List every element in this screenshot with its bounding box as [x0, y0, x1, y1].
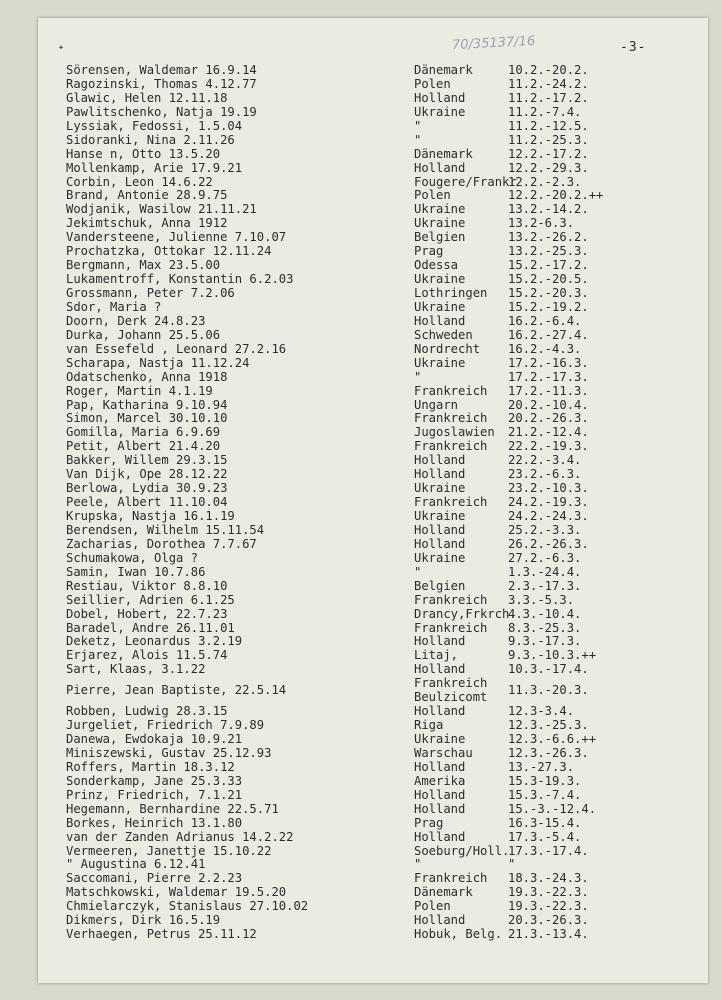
stay-dates: 17.2.-17.3.: [508, 369, 589, 384]
list-item: [66, 259, 666, 273]
origin-place: Frankreich: [414, 439, 488, 454]
stay-dates: 23.2.-10.3.: [508, 481, 589, 496]
list-item: [66, 301, 666, 315]
person-name-birthdate: Simon, Marcel 30.10.10: [66, 411, 228, 426]
person-name-birthdate: Sidoranki, Nina 2.11.26: [66, 132, 235, 147]
stay-dates: ": [508, 857, 516, 872]
list-item: [66, 454, 666, 468]
list-item: [66, 775, 666, 789]
person-name-birthdate: Saccomani, Pierre 2.2.23: [66, 871, 243, 886]
stay-dates: 11.2.-17.2.: [508, 90, 589, 105]
stay-dates: 1.3.-24.4.: [508, 564, 582, 579]
origin-place: Holland: [414, 913, 466, 928]
list-item: [66, 440, 666, 454]
stay-dates: 21.2.-12.4.: [508, 425, 589, 440]
stay-dates: 15.2.-20.5.: [508, 272, 589, 287]
list-item: [66, 426, 666, 440]
person-name-birthdate: Miniszewski, Gustav 25.12.93: [66, 745, 272, 760]
origin-place: Holland: [414, 90, 466, 105]
list-item: [66, 761, 666, 775]
person-name-birthdate: Glawic, Helen 12.11.18: [66, 90, 228, 105]
stay-dates: 17.2.-11.3.: [508, 383, 589, 398]
stay-dates: 10.3.-17.4.: [508, 662, 589, 677]
person-name-birthdate: Vandersteene, Julienne 7.10.07: [66, 230, 287, 245]
stay-dates: 12.3-3.4.: [508, 704, 575, 719]
stay-dates: 24.2.-24.3.: [508, 509, 589, 523]
list-item: [66, 524, 666, 538]
stay-dates: 21.3.-13.4.: [508, 927, 589, 942]
origin-place: Drancy,Frkrch.: [414, 606, 517, 621]
person-name-birthdate: Odatschenko, Anna 1918: [66, 369, 228, 384]
origin-place: Holland: [414, 522, 466, 537]
person-name-birthdate: Samin, Iwan 10.7.86: [66, 564, 206, 579]
person-name-birthdate: Dobel, Hobert, 22.7.23: [66, 606, 228, 621]
stay-dates: 17.2.-16.3.: [508, 355, 589, 370]
origin-place: Holland: [414, 801, 466, 816]
person-name-birthdate: Van Dijk, Ope 28.12.22: [66, 467, 228, 482]
stay-dates: 20.2.-26.3.: [508, 411, 589, 426]
list-item: [66, 217, 666, 231]
list-item: [66, 886, 666, 900]
stay-dates: 19.3.-22.3.: [508, 899, 589, 914]
stay-dates: 3.3.-5.3.: [508, 592, 575, 607]
stay-dates: 15.-3.-12.4.: [508, 801, 597, 816]
person-name-birthdate: Pap, Katharina 9.10.94: [66, 397, 228, 412]
stay-dates: 12.2.-17.2.: [508, 146, 589, 161]
stay-dates: 16.2.-4.3.: [508, 341, 582, 356]
person-name-birthdate: Berlowa, Lydia 30.9.23: [66, 481, 228, 496]
origin-place: Soeburg/Holl.: [414, 843, 510, 858]
person-name-birthdate: Jekimtschuk, Anna 1912: [66, 216, 228, 231]
list-item: [66, 622, 666, 636]
stay-dates: 12.3.-6.6.++: [508, 732, 597, 747]
person-name-birthdate: Bakker, Willem 29.3.15: [66, 453, 228, 468]
origin-place: ": [414, 857, 422, 872]
register-list: [66, 64, 666, 942]
list-item: [66, 92, 666, 106]
list-item: [66, 817, 666, 831]
person-name-birthdate: Baradel, Andre 26.11.01: [66, 620, 235, 635]
person-name-birthdate: Bergmann, Max 23.5.00: [66, 258, 221, 273]
person-name-birthdate: Corbin, Leon 14.6.22: [66, 174, 213, 189]
stay-dates: 11.2.-12.5.: [508, 118, 589, 133]
list-item: [66, 496, 666, 510]
origin-place: Prag: [414, 244, 444, 259]
origin-place: ": [414, 564, 422, 579]
list-item: [66, 831, 666, 845]
stay-dates: 22.2.-19.3.: [508, 439, 589, 454]
person-name-birthdate: Lukamentroff, Konstantin 6.2.03: [66, 272, 294, 287]
origin-place: Holland: [414, 453, 466, 468]
origin-place: ": [414, 369, 422, 384]
list-item: [66, 928, 666, 942]
person-name-birthdate: van Essefeld , Leonard 27.2.16: [66, 341, 287, 356]
origin-place: Polen: [414, 188, 451, 203]
person-name-birthdate: Schumakowa, Olga ?: [66, 550, 199, 565]
stay-dates: 9.3.-17.3.: [508, 634, 582, 649]
origin-place: Frankreich Beulzicomt: [414, 676, 488, 705]
origin-place: Holland: [414, 536, 466, 551]
list-item: [66, 594, 666, 608]
stay-dates: 15.2.-20.3.: [508, 286, 589, 300]
origin-place: Belgien: [414, 230, 466, 245]
origin-place: Polen: [414, 899, 451, 914]
origin-place: Ukraine: [414, 550, 466, 565]
stay-dates: 15.3.-7.4.: [508, 787, 582, 802]
stay-dates: 17.3.-5.4.: [508, 829, 582, 844]
list-item: [66, 329, 666, 343]
origin-place: Polen: [414, 76, 451, 91]
origin-place: Ukraine: [414, 299, 466, 314]
list-item: [66, 608, 666, 622]
origin-place: Dänemark: [414, 146, 473, 161]
stay-dates: 11.3.-20.3.: [508, 683, 589, 698]
stay-dates: 9.3.-10.3.++: [508, 648, 597, 663]
person-name-birthdate: Grossmann, Peter 7.2.06: [66, 286, 235, 300]
person-name-birthdate: Matschkowski, Waldemar 19.5.20: [66, 885, 287, 900]
stay-dates: 20.2.-10.4.: [508, 397, 589, 412]
list-item: [66, 287, 666, 301]
person-name-birthdate: Restiau, Viktor 8.8.10: [66, 578, 228, 593]
punch-mark: ✦: [58, 42, 65, 53]
list-item: [66, 789, 666, 803]
origin-place: Ukraine: [414, 202, 466, 217]
list-item: [66, 914, 666, 928]
origin-place: Ukraine: [414, 509, 466, 523]
list-item: [66, 482, 666, 496]
origin-place: Jugoslawien: [414, 425, 495, 440]
stay-dates: 16.2.-6.4.: [508, 313, 582, 328]
stay-dates: 25.2.-3.3.: [508, 522, 582, 537]
origin-place: Holland: [414, 759, 466, 774]
stay-dates: 15.3-19.3.: [508, 773, 582, 788]
origin-place: Frankreich: [414, 592, 488, 607]
person-name-birthdate: Deketz, Leonardus 3.2.19: [66, 634, 243, 649]
person-name-birthdate: van der Zanden Adrianus 14.2.22: [66, 829, 294, 844]
stay-dates: 13.-27.3.: [508, 759, 575, 774]
list-item: [66, 385, 666, 399]
person-name-birthdate: Wodjanik, Wasilow 21.11.21: [66, 202, 257, 217]
person-name-birthdate: Lyssiak, Fedossi, 1.5.04: [66, 118, 243, 133]
origin-place: Dänemark: [414, 885, 473, 900]
list-item: [66, 134, 666, 148]
person-name-birthdate: Sörensen, Waldemar 16.9.14: [66, 63, 257, 77]
stay-dates: 15.2.-17.2.: [508, 258, 589, 273]
stay-dates: 18.3.-24.3.: [508, 871, 589, 886]
person-name-birthdate: Hanse n, Otto 13.5.20: [66, 146, 221, 161]
stay-dates: 10.2.-20.2.: [508, 63, 589, 77]
list-item: [66, 552, 666, 566]
origin-place: Frankreich: [414, 383, 488, 398]
list-item: [66, 273, 666, 287]
list-item: [66, 245, 666, 259]
origin-place: ": [414, 132, 422, 147]
person-name-birthdate: Krupska, Nastja 16.1.19: [66, 509, 235, 523]
person-name-birthdate: Doorn, Derk 24.8.23: [66, 313, 206, 328]
origin-place: Ukraine: [414, 216, 466, 231]
stay-dates: 15.2.-19.2.: [508, 299, 589, 314]
origin-place: Frankreich: [414, 871, 488, 886]
origin-place: Frankreich: [414, 411, 488, 426]
person-name-birthdate: Erjarez, Alois 11.5.74: [66, 648, 228, 663]
origin-place: Riga: [414, 718, 444, 733]
person-name-birthdate: Prinz, Friedrich, 7.1.21: [66, 787, 243, 802]
origin-place: Holland: [414, 662, 466, 677]
list-item: [66, 468, 666, 482]
person-name-birthdate: Berendsen, Wilhelm 15.11.54: [66, 522, 265, 537]
list-item: [66, 719, 666, 733]
person-name-birthdate: Verhaegen, Petrus 25.11.12: [66, 927, 257, 942]
person-name-birthdate: Sart, Klaas, 3.1.22: [66, 662, 206, 677]
person-name-birthdate: Prochatzka, Ottokar 12.11.24: [66, 244, 272, 259]
person-name-birthdate: Mollenkamp, Arie 17.9.21: [66, 160, 243, 175]
origin-place: Prag: [414, 815, 444, 830]
stay-dates: 11.2.-25.3.: [508, 132, 589, 147]
origin-place: Ukraine: [414, 355, 466, 370]
person-name-birthdate: Danewa, Ewdokaja 10.9.21: [66, 732, 243, 747]
person-name-birthdate: Pawlitschenko, Natja 19.19: [66, 104, 257, 119]
origin-place: Belgien: [414, 578, 466, 593]
origin-place: Holland: [414, 313, 466, 328]
origin-place: Litaj,: [414, 648, 459, 663]
origin-place: ": [414, 118, 422, 133]
origin-place: Ukraine: [414, 272, 466, 287]
origin-place: Ukraine: [414, 732, 466, 747]
origin-place: Frankreich: [414, 620, 488, 635]
list-item: [66, 872, 666, 886]
origin-place: Amerika: [414, 773, 466, 788]
stay-dates: 2.3.-17.3.: [508, 578, 582, 593]
origin-place: Frankreich: [414, 495, 488, 510]
list-item: [66, 148, 666, 162]
origin-place: Dänemark: [414, 63, 473, 77]
list-item: [66, 412, 666, 426]
origin-place: Ukraine: [414, 104, 466, 119]
stay-dates: 22.2.-3.4.: [508, 453, 582, 468]
person-name-birthdate: Dikmers, Dirk 16.5.19: [66, 913, 221, 928]
stay-dates: 11.2.-7.4.: [508, 104, 582, 119]
person-name-birthdate: Sonderkamp, Jane 25.3.33: [66, 773, 243, 788]
origin-place: Ukraine: [414, 481, 466, 496]
list-item: [66, 635, 666, 649]
origin-place: Nordrecht: [414, 341, 481, 356]
list-item: [66, 747, 666, 761]
origin-place: Warschau: [414, 745, 473, 760]
list-item: [66, 162, 666, 176]
list-item: [66, 189, 666, 203]
list-item: [66, 399, 666, 413]
person-name-birthdate: Brand, Antonie 28.9.75: [66, 188, 228, 203]
person-name-birthdate: Peele, Albert 11.10.04: [66, 495, 228, 510]
list-item: [66, 580, 666, 594]
stay-dates: 12.3.-25.3.: [508, 718, 589, 733]
person-name-birthdate: Vermeeren, Janettje 15.10.22: [66, 843, 272, 858]
stay-dates: 16.3-15.4.: [508, 815, 582, 830]
list-item: [66, 803, 666, 817]
list-item: [66, 538, 666, 552]
stay-dates: 4.3.-10.4.: [508, 606, 582, 621]
page-number: -3-: [620, 40, 647, 55]
person-name-birthdate: Gomilla, Maria 6.9.69: [66, 425, 221, 440]
stay-dates: 20.3.-26.3.: [508, 913, 589, 928]
person-name-birthdate: Scharapa, Nastja 11.12.24: [66, 355, 250, 370]
origin-place: Hobuk, Belg.: [414, 927, 503, 942]
stay-dates: 16.2.-27.4.: [508, 327, 589, 342]
stay-dates: 12.2.-20.2.++: [508, 188, 604, 203]
list-item: [66, 677, 666, 705]
stay-dates: 13.2.-25.3.: [508, 244, 589, 259]
stay-dates: 13.2-6.3.: [508, 216, 575, 231]
origin-place: Odessa: [414, 258, 459, 273]
list-item: [66, 343, 666, 357]
list-item: [66, 78, 666, 92]
person-name-birthdate: Hegemann, Bernhardine 22.5.71: [66, 801, 279, 816]
origin-place: Holland: [414, 467, 466, 482]
list-item: [66, 203, 666, 217]
origin-place: Schweden: [414, 327, 473, 342]
origin-place: Holland: [414, 829, 466, 844]
list-item: [66, 315, 666, 329]
origin-place: Holland: [414, 160, 466, 175]
list-item: [66, 705, 666, 719]
list-item: [66, 371, 666, 385]
stay-dates: 24.2.-19.3.: [508, 495, 589, 510]
stay-dates: 11.2.-24.2.: [508, 76, 589, 91]
list-item: [66, 510, 666, 524]
list-item: [66, 176, 666, 190]
list-item: [66, 120, 666, 134]
person-name-birthdate: Sdor, Maria ?: [66, 299, 162, 314]
person-name-birthdate: Roffers, Martin 18.3.12: [66, 759, 235, 774]
stay-dates: 19.3.-22.3.: [508, 885, 589, 900]
stay-dates: 23.2.-6.3.: [508, 467, 582, 482]
archive-reference: 70/35137/16: [451, 33, 536, 54]
list-item: [66, 858, 666, 872]
person-name-birthdate: Borkes, Heinrich 13.1.80: [66, 815, 243, 830]
person-name-birthdate: Jurgeliet, Friedrich 7.9.89: [66, 718, 265, 733]
list-item: [66, 663, 666, 677]
origin-place: Holland: [414, 634, 466, 649]
stay-dates: 17.3.-17.4.: [508, 843, 589, 858]
list-item: [66, 357, 666, 371]
person-name-birthdate: Ragozinski, Thomas 4.12.77: [66, 76, 257, 91]
person-name-birthdate: Chmielarczyk, Stanislaus 27.10.02: [66, 899, 309, 914]
person-name-birthdate: Zacharias, Dorothea 7.7.67: [66, 536, 257, 551]
origin-place: Lothringen: [414, 286, 488, 300]
stay-dates: 12.2.-2.3.: [508, 174, 582, 189]
stay-dates: 12.2.-29.3.: [508, 160, 589, 175]
person-name-birthdate: Petit, Albert 21.4.20: [66, 439, 221, 454]
origin-place: Ungarn: [414, 397, 459, 412]
person-name-birthdate: Durka, Johann 25.5.06: [66, 327, 221, 342]
list-item: [66, 733, 666, 747]
person-name-birthdate: " Augustina 6.12.41: [66, 857, 206, 872]
list-item: [66, 649, 666, 663]
stay-dates: 13.2.-26.2.: [508, 230, 589, 245]
list-item: [66, 845, 666, 859]
list-item: [66, 566, 666, 580]
list-item: [66, 106, 666, 120]
stay-dates: 26.2.-26.3.: [508, 536, 589, 551]
list-item: [66, 231, 666, 245]
stay-dates: 27.2.-6.3.: [508, 550, 582, 565]
list-item: [66, 64, 666, 78]
stay-dates: 12.3.-26.3.: [508, 745, 589, 760]
list-item: [66, 900, 666, 914]
origin-place: Holland: [414, 704, 466, 719]
stay-dates: 13.2.-14.2.: [508, 202, 589, 217]
stay-dates: 8.3.-25.3.: [508, 620, 582, 635]
person-name-birthdate: Seillier, Adrien 6.1.25: [66, 592, 235, 607]
origin-place: Holland: [414, 787, 466, 802]
person-name-birthdate: Robben, Ludwig 28.3.15: [66, 704, 228, 719]
person-name-birthdate: Pierre, Jean Baptiste, 22.5.14: [66, 683, 287, 698]
person-name-birthdate: Roger, Martin 4.1.19: [66, 383, 213, 398]
origin-place: Fougere/Frankr: [414, 174, 517, 189]
